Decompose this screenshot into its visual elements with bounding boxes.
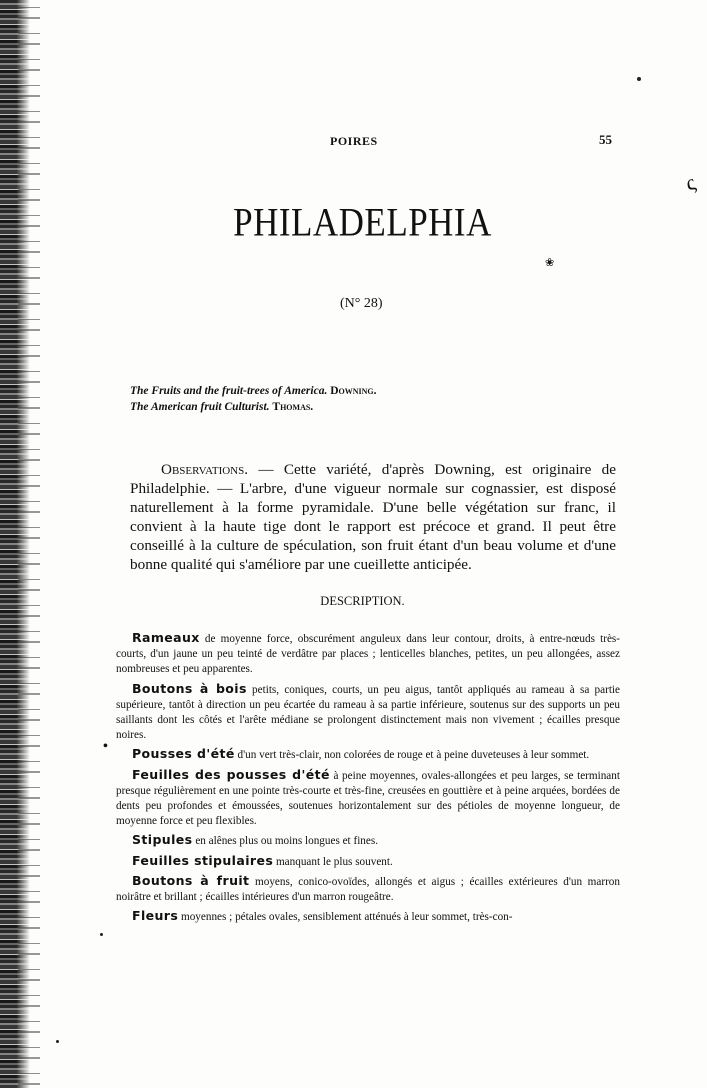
entry-text: d'un vert très-clair, non colorées de rouge et à peine duveteuses à leur sommet.: [234, 749, 590, 762]
description-entry: [116, 832, 620, 849]
entry-text: en alênes plus ou moins longues et fines.: [192, 835, 379, 848]
description-entry: [116, 681, 620, 744]
page-number: 55: [599, 132, 612, 147]
entry-term: Boutons à fruit: [132, 872, 250, 888]
entry-text: à peine moyennes, ovales-allongées et peu larges, se terminant presque régulièrement en une pointe très-courte et très-fine, creusées en gouttière et à peine arquées, bordées de dents peu profondes et émoussées, soutenues horizontalement sur des pétioles de moyenne longueur, de moyenne force et peu flexibles.: [116, 769, 620, 828]
description-entry: [116, 853, 620, 870]
entry-text: manquant le plus souvent.: [273, 855, 393, 868]
description-heading: DESCRIPTION.: [320, 594, 405, 608]
references: [130, 383, 377, 415]
entry-text: de moyenne force, obscurément anguleux dans leur contour, droits, à entre-nœuds très-courts, d'un jaune un peu teinté de verdâtre par places ; lenticelles blanches, petites, un peu allongées, assez nombreuses et peu apparentes.: [116, 633, 620, 676]
variety-number: (N° 28): [340, 296, 383, 311]
observations-text: — Cette variété, d'après Downing, est originaire de Philadelphie. — L'arbre, d'une vigueur normale sur cognassier, est disposé naturellement à la forme pyramidale. D'une belle végétation sur franc, il convient à la haute tige dont le rapport est précoce et grand. Il peut être conseillé à la culture de spéculation, son fruit étant d'un beau volume et d'une bonne qualité qui s'améliore par une cueillette anticipée.: [130, 461, 616, 573]
reference-line: [130, 399, 377, 415]
description-entry: [116, 873, 620, 905]
description-entry: [116, 746, 620, 763]
running-head: POIRES: [330, 134, 378, 148]
entry-term: Feuilles des pousses d'été: [132, 766, 330, 782]
ink-speck: [637, 77, 641, 81]
entry-term: Feuilles stipulaires: [132, 852, 274, 868]
entry-term: Rameaux: [132, 630, 200, 645]
description-entry: [116, 908, 620, 925]
entry-text: moyens, conico-ovoïdes, allongés et aigus ; écailles extérieures d'un marron noirâtre et brillant ; écailles intérieures d'un marron rougeâtre.: [116, 875, 620, 904]
observations-paragraph: [130, 460, 616, 574]
entry-term: Boutons à bois: [132, 680, 247, 696]
ink-speck: [100, 933, 103, 936]
reference-author: Downing.: [330, 385, 377, 397]
ink-bullet: •: [103, 739, 108, 754]
description-entry: [116, 630, 620, 678]
description-entry: [116, 767, 620, 830]
entry-term: Fleurs: [132, 908, 179, 924]
entry-text: moyennes ; pétales ovales, sensiblement atténués à leur sommet, très-con-: [178, 911, 513, 924]
ink-speck: [56, 1040, 59, 1043]
reference-author: Thomas.: [272, 401, 314, 413]
reference-work: The Fruits and the fruit-trees of America.: [130, 385, 328, 397]
description-entries: [116, 630, 620, 928]
reference-work: The American fruit Culturist.: [130, 401, 270, 413]
entry-term: Pousses d'été: [132, 746, 235, 762]
ink-mark: ς: [681, 169, 699, 196]
page-title: PHILADELPHIA: [233, 200, 492, 245]
reference-line: [130, 383, 377, 399]
scan-page-edge-noise: [18, 0, 40, 1088]
entry-term: Stipules: [132, 832, 193, 848]
ink-smudge: ❀: [545, 257, 555, 269]
entry-text: petits, coniques, courts, un peu aigus, tantôt appliqués au rameau à sa partie supérieure, tantôt à direction un peu écartée du rameau à sa partie inférieure, soutenus sur des supports un peu saillants dont les côtés et l'arête médiane se prolongent distinctement mais non vivement ; écailles presque noires.: [116, 683, 620, 742]
observations-lead: Observations.: [161, 461, 249, 478]
